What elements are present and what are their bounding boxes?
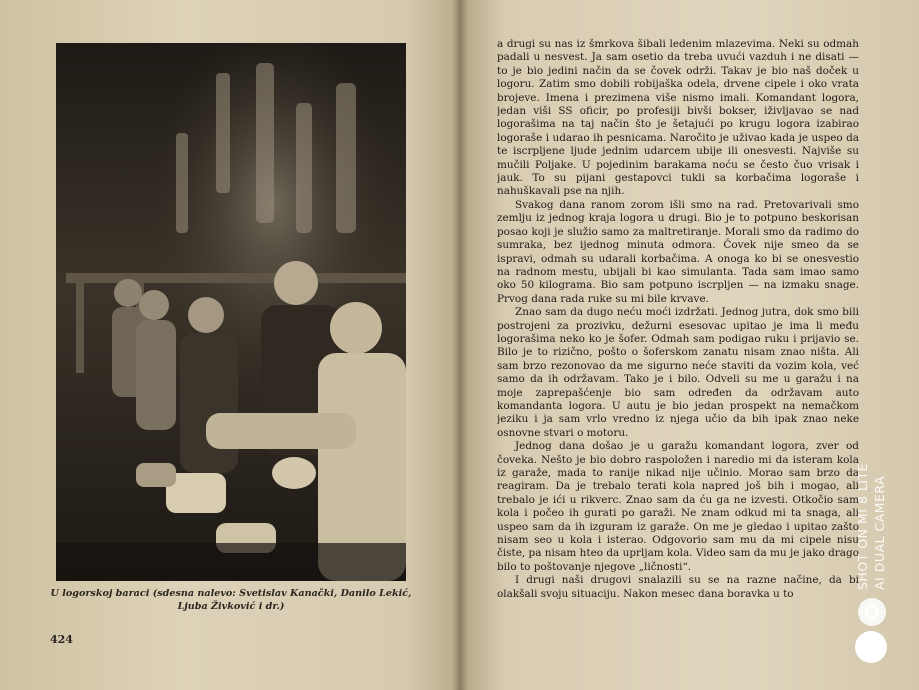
- paragraph: Svakog dana ranom zorom išli smo na rad. Pretovarivali smo zemlju iz jednog kraja logora u drugi. Bio je to potpuno beskorisan posao koji je služio samo za maltretiranje. Morali smo da radimo do sumraka, bez ijednog minuta odmora. Čovek nije smeo da se ispravi, odmah su udarali korbačima. A onoga ko bi se onesvestio na radnom mestu, ubijali bi kao simulanta. Tada sam imao samo oko 50 kilograma. Bio sam potpuno iscrpljen — na izmaku snage. Prvog dana rada ruke su mi bile krvave.: [497, 198, 859, 305]
- paragraph: I drugi naši drugovi snalazili su se na razne načine, da bi olakšali svoju situaciju. Nakon mesec dana boravka u to: [497, 574, 859, 600]
- camera-dot-icon: [855, 631, 887, 663]
- page-number: 424: [50, 633, 73, 646]
- paragraph: Znao sam da dugo neću moći izdržati. Jednog jutra, dok smo bili postrojeni za prozivku, dežurni esesovac upitao je ima li među logorašima neko ko je šofer. Odmah sam podigao ruku i prijavio se. Bilo je to rizično, pošto o šoferskom zanatu nisam znao ništa. Ali sam brzo rezonovao da me sigurno neće staviti da vozim kola, već samo da ih održavam. Tako je i bilo. Odveli su me u garažu i na moje zaprepašćenje bio sam određen da održavam auto komandanta logora. U autu je bio jedan prospekt na nemačkom jeziku i ja sam vrlo vredno iz njega učio da bih ipak znao neke osnovne stvari o motoru.: [497, 306, 859, 439]
- body-text: [497, 38, 859, 638]
- photo-illustration: [56, 43, 406, 581]
- watermark-line-1: SHOT ON MI 8 LITE: [855, 463, 870, 590]
- paragraph: a drugi su nas iz šmrkova šibali ledenim mlazevima. Neki su odmah padali u nesvest. Ja sam osetio da treba uvući vazduh i ne disati — to je bio jedini način da se čovek održi. Takav je bio naš doček u logoru. Zatim smo dobili robijaška odela, drvene cipele i oko vrata brojeve. Imena i prezimena više nismo imali. Komandant logora, jedan viši SS oficir, po profesiji bivši bokser, iživljavao se nad logorašima na taj način što je šetajući po krugu logora izabirao logoraše i udarao ih pesnicama. Naročito je uživao kada je uspeo da te iscrpljene ljude jednim udarcem ubije ili onesvesti. Najviše su mučili Poljake. U pojedinim barakama noću se često čuo vrisak i jauk. To su pijani gestapovci tukli sa korbačima logoraše i nahuškavali pse na njih.: [497, 38, 859, 198]
- archival-photograph: [56, 43, 406, 581]
- camera-logo-icon: [858, 598, 886, 626]
- photo-caption: U logorskoj baraci (sdesna nalevo: Svetislav Kanački, Danilo Lekić, Ljuba Živković i dr.): [50, 588, 412, 612]
- camera-watermark: [854, 440, 898, 590]
- paragraph: Jednog dana došao je u garažu komandant logora, zver od čoveka. Nešto je bio dobro raspoložen i naredio mi da isteram kola iz garaže, mada to ranije nikad nije učinio. Morao sam brzo da reagiram. Da je trebalo terati kola napred još bih i mogao, ali trebalo je ići u rikverc. Znao sam da ću ga ne izvesti. Otkočio sam kola i počeo ih gurati po garaži. Ne znam odkud mi ta snaga, ali uspeo sam da ih izguram iz garaže. On me je gledao i upitao zašto nisam seo u kola i isterao. Odgovorio sam mu da mi cipele nisu čiste, pa nisam hteo da uprljam kola. Video sam da mu je jako drago bilo to poštovanje njegove „ličnosti“.: [497, 440, 859, 573]
- book-gutter: [452, 0, 468, 690]
- watermark-line-2: AI DUAL CAMERA: [872, 475, 887, 590]
